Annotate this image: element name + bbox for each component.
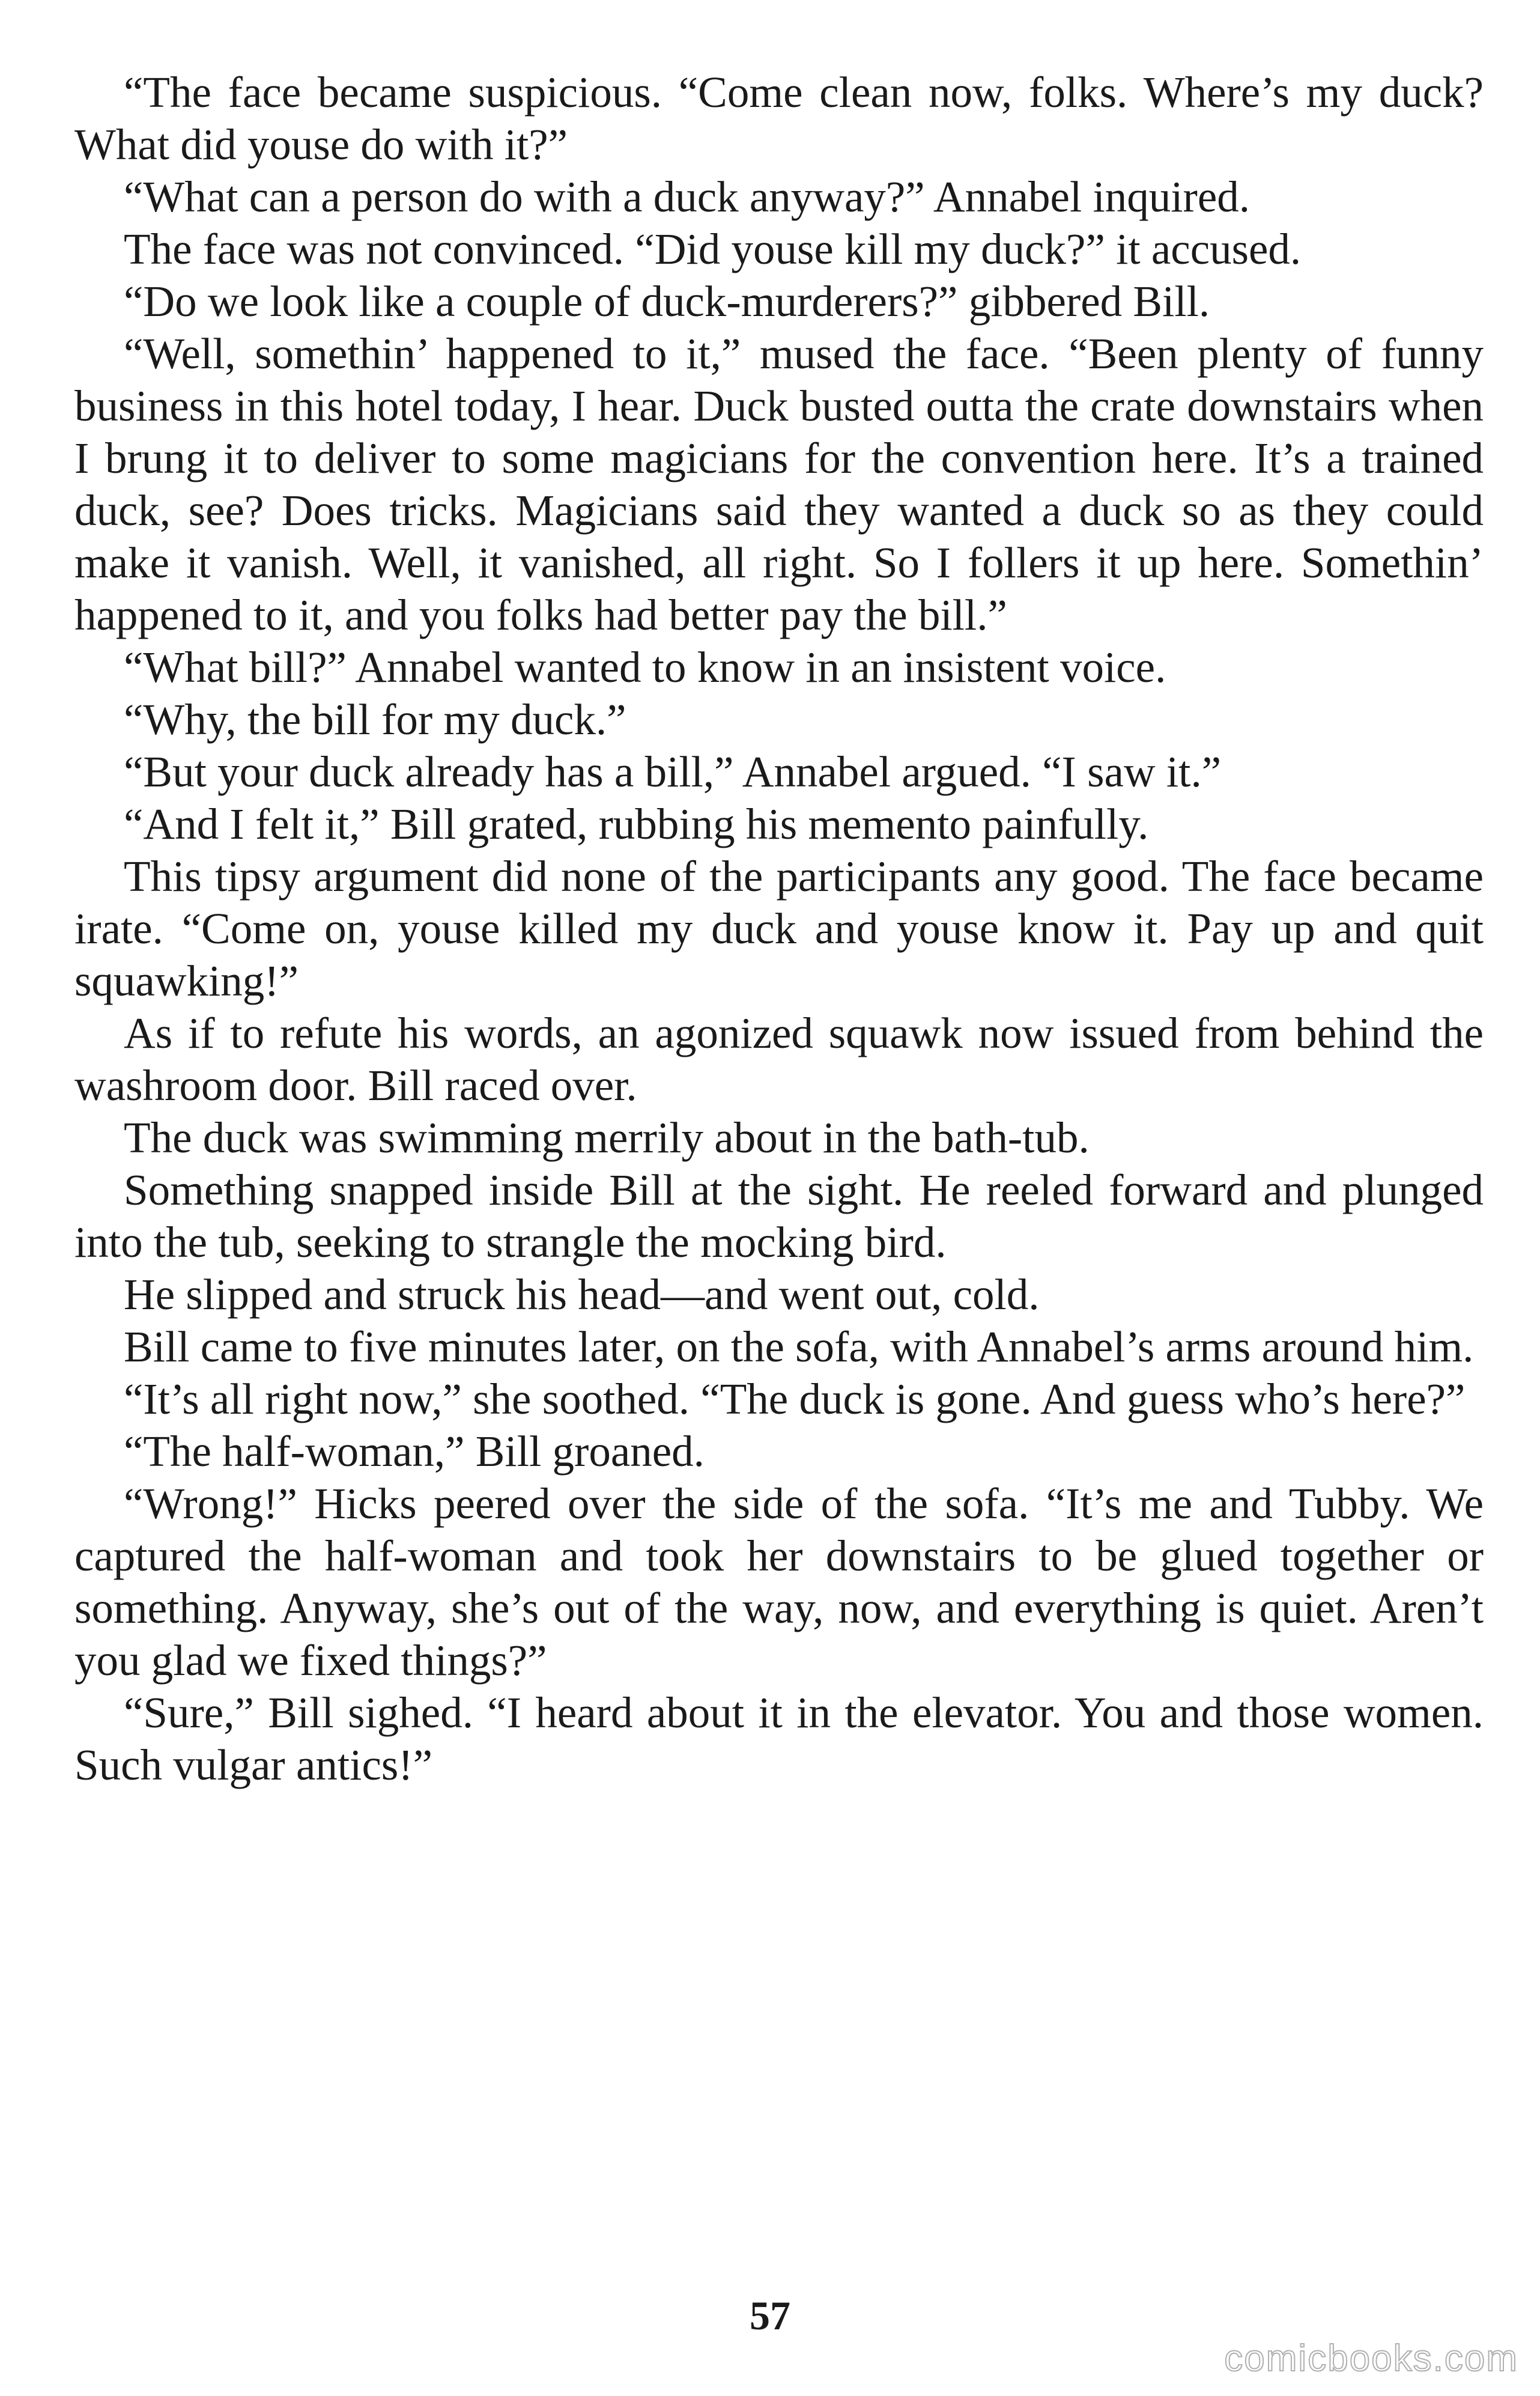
paragraph-17: “The half-woman,” Bill groaned. [124,1427,705,1476]
page-number: 57 [750,2293,790,2338]
paragraph-13: Something snapped inside Bill at the sight. He reeled forward and plunged into the tub, seeking to strangle the mocking bird. [74,1166,1484,1266]
paragraph-1: “The face became suspicious. “Come clean now, folks. Where’s my duck? What did youse do with it?” [74,68,1484,169]
paragraph-11: As if to refute his words, an agonized squawk now issued from behind the washroom door. Bill raced over. [74,1009,1484,1110]
paragraph-18: “Wrong!” Hicks peered over the side of the sofa. “It’s me and Tubby. We captured the half-woman and took her downstairs to be glued together or something. Anyway, she’s out of the way, now, and everything is quiet. Aren’t you glad we fixed things?” [74,1479,1484,1685]
paragraph-9: “And I felt it,” Bill grated, rubbing his memento painfully. [124,800,1149,848]
paragraph-6: “What bill?” Annabel wanted to know in an insistent voice. [124,643,1166,692]
paragraph-8: “But your duck already has a bill,” Annabel argued. “I saw it.” [124,747,1222,796]
paragraph-14: He slipped and struck his head—and went out, cold. [124,1270,1040,1319]
paragraph-19: “Sure,” Bill sighed. “I heard about it in the elevator. You and those women. Such vulgar antics!” [74,1688,1484,1789]
paragraph-16: “It’s all right now,” she soothed. “The duck is gone. And guess who’s here?” [124,1375,1466,1423]
paragraph-3: The face was not convinced. “Did youse kill my duck?” it accused. [124,225,1302,273]
paragraph-5: “Well, somethin’ happened to it,” mused the face. “Been plenty of funny business in this hotel today, I hear. Duck busted outta the crate downstairs when I brung it to deliver to some magicians for the convention here. It’s a trained duck, see? Does tricks. Magicians said they wanted a duck so as they could make it vanish. Well, it vanished, all right. So I follers it up here. Somethin’ happened to it, and you folks had better pay the bill.” [74,329,1484,639]
body-text [74,66,1484,1791]
watermark: comicbooks.com [1224,2338,1518,2379]
paragraph-12: The duck was swimming merrily about in the bath-tub. [124,1113,1090,1162]
paragraph-2: “What can a person do with a duck anyway?” Annabel inquired. [124,172,1250,221]
paragraph-7: “Why, the bill for my duck.” [124,695,626,744]
paragraph-4: “Do we look like a couple of duck-murderers?” gibbered Bill. [124,277,1210,326]
paragraph-15: Bill came to five minutes later, on the sofa, with Annabel’s arms around him. [124,1322,1474,1371]
paragraph-10: This tipsy argument did none of the participants any good. The face became irate. “Come on, youse killed my duck and youse know it. Pay up and quit squawking!” [74,852,1484,1005]
